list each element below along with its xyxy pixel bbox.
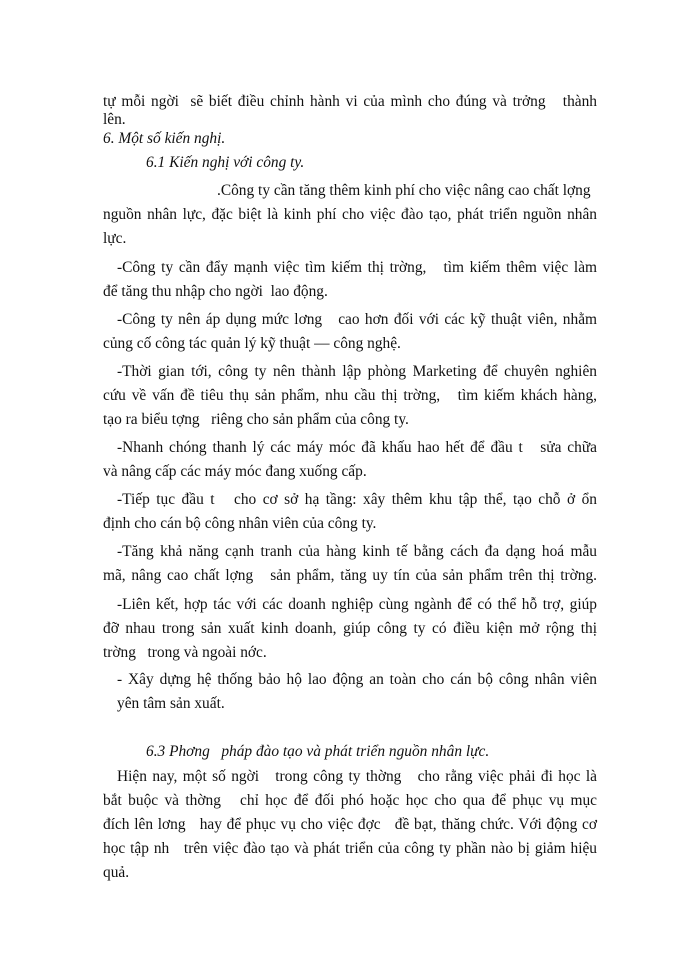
text-line: bắt buộc và thờng chỉ học để đối phó hoặc học cho qua để phục vụ mục [103,792,597,809]
text-line: mã, nâng cao chất lợng sản phẩm, tăng uy tín của sản phẩm trên thị trờng. [103,567,597,584]
text-line: -Thời gian tới, công ty nên thành lập phòng Marketing để chuyên nghiên [117,363,597,380]
text-line: - Xây dựng hệ thống bảo hộ lao động an toàn cho cán bộ công nhân viên [117,671,597,688]
text-line: để tăng thu nhập cho ngời lao động. [103,283,328,300]
text-line: .Công ty cần tăng thêm kinh phí cho việc nâng cao chất lợng [217,182,591,199]
text-line: tạo ra biểu tợng riêng cho sản phẩm của công ty. [103,411,409,428]
section-heading: 6. Một số kiến nghị. [103,130,226,147]
text-line: lực. [103,230,127,247]
text-line: -Công ty cần đẩy mạnh việc tìm kiếm thị trờng, tìm kiếm thêm việc làm [117,259,597,276]
text-line: trờng trong và ngoài nớc. [103,644,267,661]
text-line: học tập nh trên việc đào tạo và phát triển của công ty phần nào bị giảm hiệu [103,840,597,857]
text-line: -Tiếp tục đầu t cho cơ sở hạ tầng: xây thêm khu tập thể, tạo chỗ ở ổn [117,491,597,508]
text-line: -Liên kết, hợp tác với các doanh nghiệp cùng ngành để có thể hỗ trợ, giúp [117,596,597,613]
text-line: -Công ty nên áp dụng mức lơng cao hơn đối với các kỹ thuật viên, nhằm [117,311,597,328]
text-line: -Nhanh chóng thanh lý các máy móc đã khấu hao hết để đầu t sửa chữa [117,439,597,456]
text-line: quả. [103,864,130,881]
subsection-heading: 6.3 Phơng pháp đào tạo và phát triển nguồn nhân lực. [146,743,490,760]
text-line: lên. [103,111,126,128]
text-line: nguồn nhân lực, đặc biệt là kinh phí cho việc đào tạo, phát triển nguồn nhân [103,206,597,223]
text-line: Hiện nay, một số ngời trong công ty thờng cho rằng việc phải đi học là [117,768,597,785]
text-line: định cho cán bộ công nhân viên của công ty. [103,515,377,532]
text-line: tự mỗi ngời sẽ biết điều chỉnh hành vi của mình cho đúng và trởng thành [103,93,597,110]
text-line: -Tăng khả năng cạnh tranh của hàng kinh tế bằng cách đa dạng hoá mẫu [117,543,597,560]
text-line: cứu về vấn đề tiêu thụ sản phẩm, nhu cầu thị trờng, tìm kiếm khách hàng, [103,387,597,404]
text-line: đỡ nhau trong sản xuất kinh doanh, giúp công ty có điều kiện mở rộng thị [103,620,597,637]
subsection-heading: 6.1 Kiến nghị với công ty. [146,154,305,171]
text-line: và nâng cấp các máy móc đang xuống cấp. [103,463,367,480]
text-line: đích lên lơng hay để phục vụ cho việc đợc đề bạt, thăng chức. Với động cơ [103,816,597,833]
text-line: yên tâm sản xuất. [117,695,225,712]
text-line: củng cố công tác quản lý kỹ thuật — công nghệ. [103,335,401,352]
